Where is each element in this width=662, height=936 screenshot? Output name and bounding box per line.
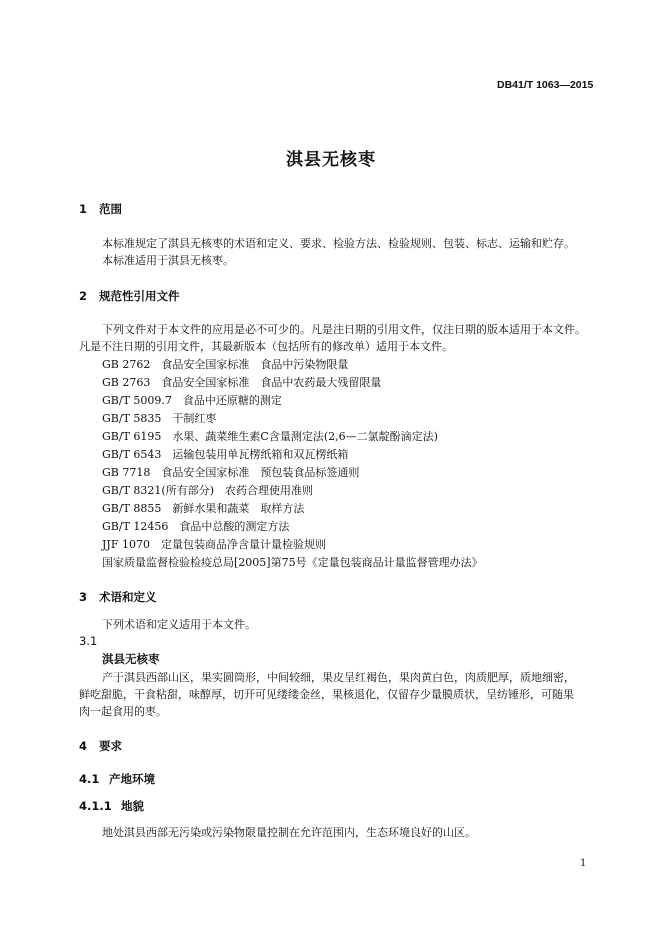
section-number: 3 [79,590,88,604]
section-title: 产地环境 [109,772,155,786]
references-intro-line-1: 下列文件对于本文件的应用是必不可少的。凡是注日期的引用文件，仅注日期的版本适用于本文件。 [102,323,586,336]
reference-item: GB/T 6543 运输包装用单瓦楞纸箱和双瓦楞纸箱 [102,448,349,461]
section-number: 2 [79,289,88,303]
reference-item: GB/T 5835 干制红枣 [102,412,217,425]
section-4-1-1-heading [79,798,144,814]
section-title: 范围 [99,202,122,216]
section-number: 4 [79,739,88,753]
reference-item: GB/T 8855 新鲜水果和蔬菜 取样方法 [102,502,305,515]
section-number: 4.1.1 [79,799,112,813]
term-definition-line-1: 产于淇县西部山区，果实圆筒形，中间较细，果皮呈红褐色，果肉黄白色，肉质肥厚，质地细密， [102,671,575,684]
reference-item: 国家质量监督检验检疫总局[2005]第75号《定量包装商品计量监督管理办法》 [102,556,483,569]
term-definition-line-2: 鲜吃甜脆，干食粘甜，味醇厚，切开可见缕缕金丝，果核退化，仅留存少量膜质状，呈纺锤形，可随果 [79,688,574,701]
page-number: 1 [580,858,587,869]
section-4-1-heading [79,771,155,787]
reference-item: GB 2763 食品安全国家标准 食品中农药最大残留限量 [102,376,382,389]
section-title: 要求 [99,739,122,753]
scope-paragraph-1: 本标准规定了淇县无核枣的术语和定义、要求、检验方法、检验规则、包装、标志、运输和贮存。 [102,237,575,250]
terms-intro: 下列术语和定义适用于本文件。 [102,618,256,631]
term-number: 3.1 [79,634,98,648]
document-code: DB41/T 1063—2015 [497,79,594,91]
section-4-heading [79,738,122,754]
reference-item: GB 2762 食品安全国家标准 食品中污染物限量 [102,358,349,371]
term-name: 淇县无核枣 [102,652,160,666]
section-title: 规范性引用文件 [99,289,180,303]
section-2-heading [79,288,180,304]
term-definition-line-3: 肉一起食用的枣。 [79,705,167,718]
reference-item: GB/T 5009.7 食品中还原糖的测定 [102,394,282,407]
reference-item: GB/T 8321(所有部分) 农药合理使用准则 [102,484,313,497]
section-title: 术语和定义 [99,590,157,604]
document-title: 淇县无核枣 [286,150,376,170]
landform-paragraph: 地处淇县西部无污染或污染物限量控制在允许范围内，生态环境良好的山区。 [102,826,476,839]
reference-item: GB/T 6195 水果、蔬菜维生素C含量测定法(2,6—二氯靛酚滴定法) [102,430,438,443]
section-1-heading [79,201,122,217]
section-3-heading [79,589,157,605]
reference-item: GB 7718 食品安全国家标准 预包装食品标签通则 [102,466,360,479]
scope-paragraph-2: 本标准适用于淇县无核枣。 [102,254,234,267]
section-title: 地貌 [121,799,144,813]
section-number: 1 [79,202,88,216]
reference-item: GB/T 12456 食品中总酸的测定方法 [102,520,290,533]
reference-item: JJF 1070 定量包装商品净含量计量检验规则 [102,538,326,551]
references-intro-line-2: 凡是不注日期的引用文件，其最新版本（包括所有的修改单）适用于本文件。 [79,340,453,353]
section-number: 4.1 [79,772,100,786]
